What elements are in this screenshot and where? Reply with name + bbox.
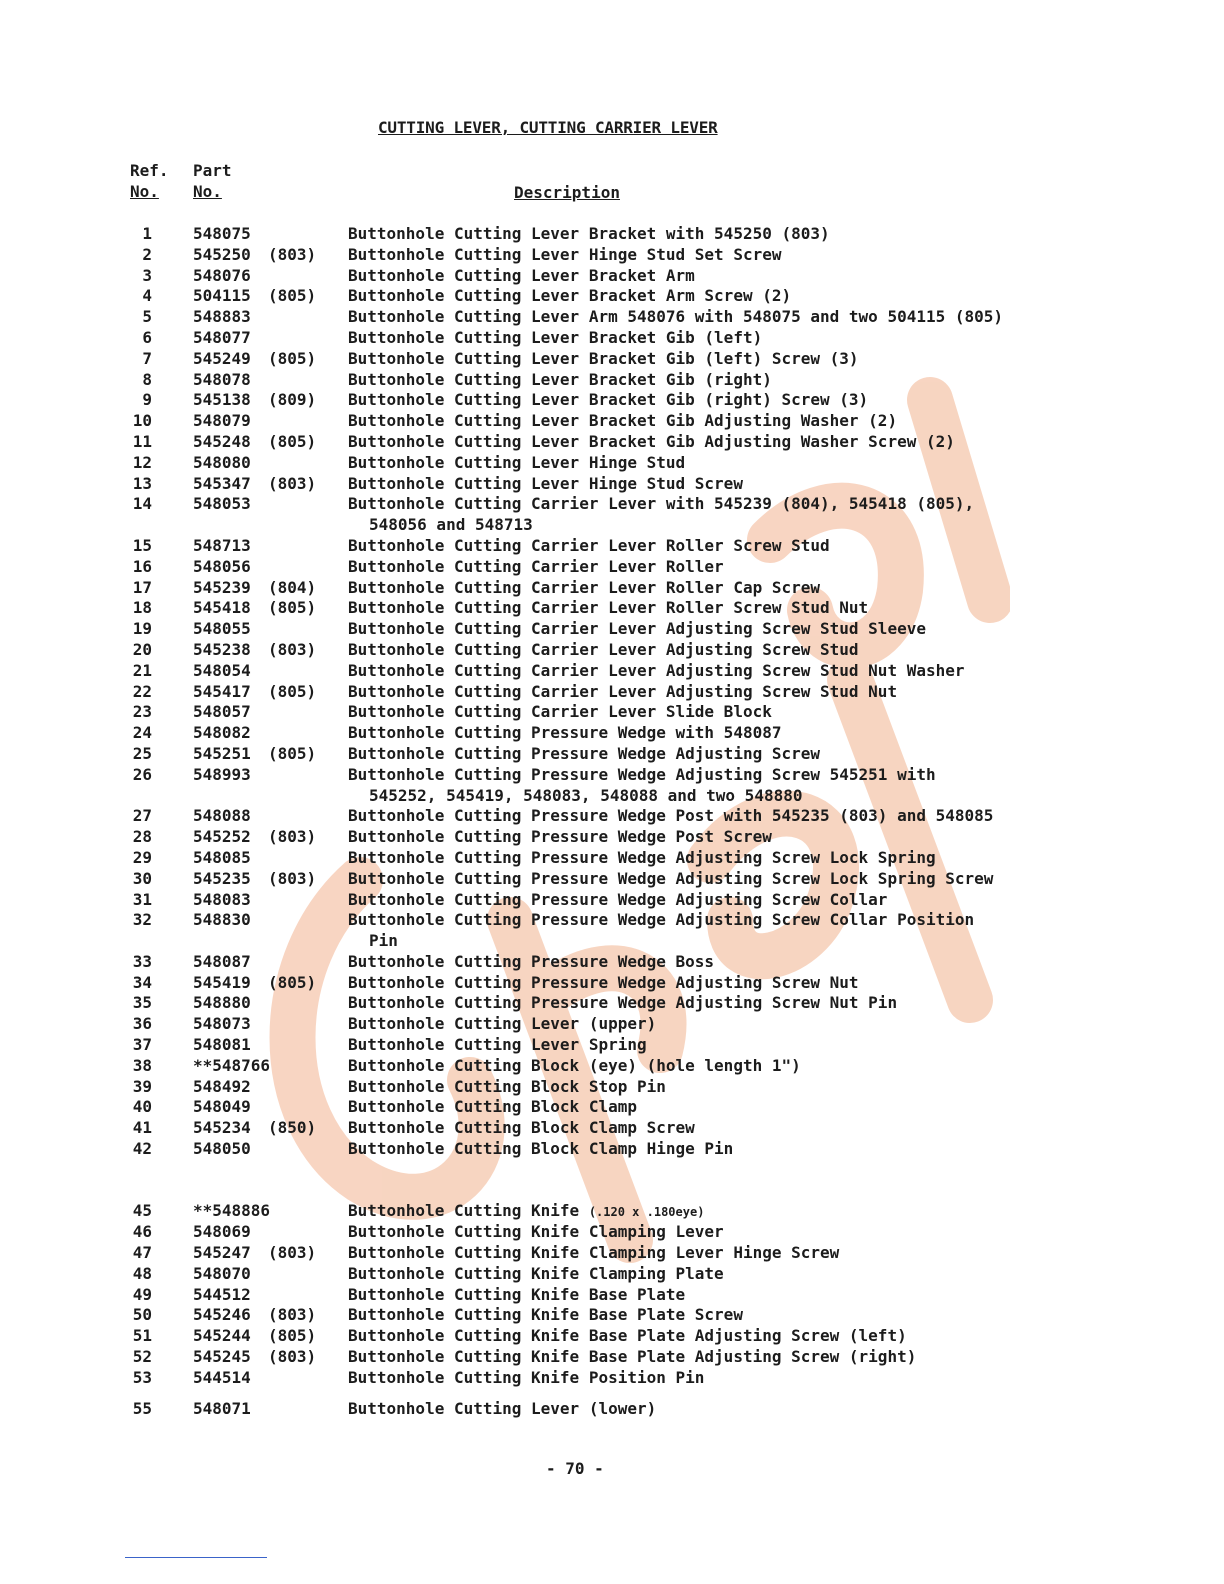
description (348, 1326, 1068, 1347)
screw-code: (805) (268, 1326, 317, 1346)
part-no: 548088 (193, 806, 251, 826)
table-row (0, 1056, 1224, 1077)
description (348, 390, 1068, 411)
ref-no: 13 (132, 473, 152, 493)
description (348, 453, 1068, 474)
table-row (0, 640, 1224, 661)
screw-code: (803) (268, 868, 317, 888)
table-row (0, 1139, 1224, 1160)
description-text: Buttonhole Cutting Lever Arm 548076 with 548075 and two 504115 (805) (348, 307, 1004, 327)
table-row (0, 890, 1224, 911)
description (348, 286, 1068, 307)
description-text: Buttonhole Cutting Carrier Lever Adjusting Screw Stud (348, 639, 859, 659)
description (348, 682, 1068, 703)
part-no: 548049 (193, 1097, 251, 1117)
part-no: 548075 (193, 224, 251, 243)
description-continuation: Pin (369, 931, 398, 951)
description-header: Description (514, 183, 620, 202)
description-text: Buttonhole Cutting Pressure Wedge Adjusting Screw Lock Spring (348, 847, 936, 867)
description-text: Buttonhole Cutting Pressure Wedge Adjusting Screw Collar Position (348, 910, 975, 930)
part-no: 545252 (193, 827, 251, 847)
page-number: - 70 - (546, 1459, 604, 1478)
ref-no: 36 (132, 1014, 152, 1034)
part-no: 545239 (193, 577, 251, 597)
description-text: Buttonhole Cutting Knife Base Plate Adjusting Screw (left) (348, 1326, 907, 1346)
table-row (0, 1222, 1224, 1243)
description (348, 266, 1068, 287)
ref-no: 1 (142, 224, 152, 243)
table-row (0, 411, 1224, 432)
description-text: Buttonhole Cutting Pressure Wedge Adjusting Screw (348, 743, 821, 763)
description-text: Buttonhole Cutting Lever Bracket with 545250 (803) (348, 224, 830, 243)
description-text: Buttonhole Cutting Lever Bracket Gib Adjusting Washer (2) (348, 411, 898, 431)
part-no: 545245 (193, 1347, 251, 1367)
ref-no: 24 (132, 723, 152, 743)
table-row (0, 1285, 1224, 1306)
description-text: Buttonhole Cutting Lever Bracket Arm Screw (2) (348, 286, 792, 306)
part-no: 544512 (193, 1284, 251, 1304)
description-continuation: 548056 and 548713 (369, 515, 533, 535)
description (348, 1243, 1068, 1264)
description-text: Buttonhole Cutting Pressure Wedge Adjusting Screw 545251 with (348, 764, 936, 784)
ref-no: 33 (132, 951, 152, 971)
ref-no: 35 (132, 993, 152, 1013)
description-text: Buttonhole Cutting Pressure Wedge Adjusting Screw Lock Spring Screw (348, 868, 994, 888)
description (348, 536, 1068, 557)
ref-no: 11 (132, 431, 152, 451)
description-text: Buttonhole Cutting Carrier Lever Roller Screw Stud (348, 535, 830, 555)
description-text: Buttonhole Cutting Block Clamp Hinge Pin (348, 1139, 734, 1159)
table-row (0, 744, 1224, 765)
description-text: Buttonhole Cutting Pressure Wedge Adjusting Screw Nut (348, 972, 859, 992)
part-no: 545246 (193, 1305, 251, 1325)
description-text: Buttonhole Cutting Lever Bracket Arm (348, 265, 695, 285)
table-row (0, 245, 1224, 266)
ref-no: 41 (132, 1118, 152, 1138)
description-text: Buttonhole Cutting Pressure Wedge Post Screw (348, 827, 772, 847)
description-text: Buttonhole Cutting Carrier Lever Slide Block (348, 702, 772, 722)
description-text: Buttonhole Cutting Lever Bracket Gib (right) (348, 369, 772, 389)
ref-header-line1: Ref. (130, 161, 169, 180)
description-text: Buttonhole Cutting Pressure Wedge Boss (348, 951, 715, 971)
table-row (0, 328, 1224, 349)
ref-no: 20 (132, 639, 152, 659)
part-no: 548830 (193, 910, 251, 930)
parts-table (0, 224, 1224, 1419)
description (348, 827, 1068, 848)
ref-no: 28 (132, 827, 152, 847)
table-row (0, 1201, 1224, 1222)
table-row (0, 1118, 1224, 1139)
part-no: 548071 (193, 1398, 251, 1418)
part-no: 548050 (193, 1139, 251, 1159)
part-no: 548080 (193, 452, 251, 472)
table-row (0, 619, 1224, 640)
description-text: Buttonhole Cutting Lever Bracket Gib (right) Screw (3) (348, 390, 869, 410)
screw-code: (805) (268, 431, 317, 451)
description (348, 952, 1068, 973)
ref-no: 40 (132, 1097, 152, 1117)
table-row (0, 869, 1224, 890)
part-no-header (193, 160, 232, 202)
ref-header-line2: No. (130, 182, 159, 201)
ref-no: 53 (132, 1367, 152, 1387)
description (348, 494, 1068, 536)
part-no: 504115 (193, 286, 251, 306)
ref-no: 22 (132, 681, 152, 701)
table-row (0, 723, 1224, 744)
ref-no: 39 (132, 1076, 152, 1096)
description (348, 848, 1068, 869)
table-row (0, 474, 1224, 495)
description (348, 993, 1068, 1014)
table-row (0, 453, 1224, 474)
screw-code: (803) (268, 1243, 317, 1263)
part-no: 545248 (193, 431, 251, 451)
description-text: Buttonhole Cutting Block Clamp Screw (348, 1118, 695, 1138)
description (348, 578, 1068, 599)
part-no: **548766 (193, 1055, 271, 1075)
screw-code: (804) (268, 577, 317, 597)
screw-code: (805) (268, 348, 317, 368)
description (348, 890, 1068, 911)
ref-no: 52 (132, 1347, 152, 1367)
table-row (0, 390, 1224, 411)
description (348, 432, 1068, 453)
description (348, 661, 1068, 682)
part-no: 545244 (193, 1326, 251, 1346)
ref-no: 46 (132, 1222, 152, 1242)
part-no: 548069 (193, 1222, 251, 1242)
part-no: 548083 (193, 889, 251, 909)
description-text: Buttonhole Cutting Pressure Wedge Adjusting Screw Collar (348, 889, 888, 909)
table-row (0, 848, 1224, 869)
table-row (0, 1347, 1224, 1368)
ref-no: 26 (132, 764, 152, 784)
description (348, 1201, 1068, 1223)
table-row (0, 1097, 1224, 1118)
description-text: Buttonhole Cutting Knife Position Pin (348, 1367, 705, 1387)
table-row (0, 349, 1224, 370)
table-row (0, 1077, 1224, 1098)
description-text: Buttonhole Cutting Pressure Wedge Post with 545235 (803) and 548085 (348, 806, 994, 826)
ref-no: 38 (132, 1055, 152, 1075)
table-row (0, 702, 1224, 723)
screw-code: (809) (268, 390, 317, 410)
ref-no: 12 (132, 452, 152, 472)
ref-no: 30 (132, 868, 152, 888)
table-row (0, 432, 1224, 453)
part-no: 545418 (193, 598, 251, 618)
table-row (0, 1399, 1224, 1420)
table-row (0, 1305, 1224, 1326)
description-text: Buttonhole Cutting Carrier Lever Adjusting Screw Stud Nut (348, 681, 898, 701)
ref-no: 49 (132, 1284, 152, 1304)
description (348, 1222, 1068, 1243)
ref-no: 7 (142, 348, 152, 368)
ref-no: 16 (132, 556, 152, 576)
part-no: 548880 (193, 993, 251, 1013)
ref-no: 6 (142, 327, 152, 347)
part-no: 544514 (193, 1367, 251, 1387)
description-text: Buttonhole Cutting Block (eye) (hole length 1") (348, 1055, 801, 1075)
part-no: 548085 (193, 847, 251, 867)
description (348, 806, 1068, 827)
ref-no: 14 (132, 494, 152, 514)
ref-no: 2 (142, 244, 152, 264)
part-no: 548713 (193, 535, 251, 555)
ref-no: 3 (142, 265, 152, 285)
screw-code: (850) (268, 1118, 317, 1138)
description-text: Buttonhole Cutting Pressure Wedge with 548087 (348, 723, 782, 743)
ref-no: 8 (142, 369, 152, 389)
description-text: Buttonhole Cutting Lever Hinge Stud (348, 452, 686, 472)
part-header-line2: No. (193, 182, 222, 201)
ref-no: 25 (132, 743, 152, 763)
description-text: Buttonhole Cutting Carrier Lever Roller Screw Stud Nut (348, 598, 869, 618)
part-no: **548886 (193, 1201, 271, 1221)
table-row (0, 1326, 1224, 1347)
part-no: 548055 (193, 619, 251, 639)
screw-code: (803) (268, 244, 317, 264)
ref-no: 21 (132, 660, 152, 680)
screw-code: (805) (268, 743, 317, 763)
ref-no: 15 (132, 535, 152, 555)
ref-no: 55 (132, 1398, 152, 1418)
description-text: Buttonhole Cutting Lever Bracket Gib (left) Screw (3) (348, 348, 859, 368)
screw-code: (803) (268, 473, 317, 493)
description (348, 1035, 1068, 1056)
screw-code: (803) (268, 1305, 317, 1325)
part-no: 548078 (193, 369, 251, 389)
description (348, 1077, 1068, 1098)
part-no: 548082 (193, 723, 251, 743)
description-text: Buttonhole Cutting Knife (348, 1201, 580, 1221)
ref-no: 47 (132, 1243, 152, 1263)
part-no: 548057 (193, 702, 251, 722)
description (348, 1305, 1068, 1326)
part-header-line1: Part (193, 161, 232, 180)
ref-no: 29 (132, 847, 152, 867)
description-text: Buttonhole Cutting Lever Bracket Gib Adjusting Washer Screw (2) (348, 431, 955, 451)
ref-no: 23 (132, 702, 152, 722)
description (348, 1399, 1068, 1420)
description-text: Buttonhole Cutting Lever Spring (348, 1035, 647, 1055)
ref-no: 45 (132, 1201, 152, 1221)
part-no: 548054 (193, 660, 251, 680)
part-no: 548081 (193, 1035, 251, 1055)
table-row (0, 266, 1224, 287)
part-no: 548883 (193, 307, 251, 327)
ref-no: 42 (132, 1139, 152, 1159)
part-no: 545419 (193, 972, 251, 992)
ref-no-header (130, 160, 169, 202)
table-row (0, 307, 1224, 328)
table-row (0, 827, 1224, 848)
table-row (0, 682, 1224, 703)
description-text: Buttonhole Cutting Knife Clamping Plate (348, 1263, 724, 1283)
description (348, 765, 1068, 807)
part-no: 548077 (193, 327, 251, 347)
ref-no: 32 (132, 910, 152, 930)
description-text: Buttonhole Cutting Knife Clamping Lever Hinge Screw (348, 1243, 840, 1263)
description-text: Buttonhole Cutting Lever Hinge Stud Set Screw (348, 244, 782, 264)
part-no: 548073 (193, 1014, 251, 1034)
ref-no: 17 (132, 577, 152, 597)
description-text: Buttonhole Cutting Pressure Wedge Adjusting Screw Nut Pin (348, 993, 898, 1013)
table-row (0, 370, 1224, 391)
part-no: 545138 (193, 390, 251, 410)
table-row (0, 598, 1224, 619)
page-title: CUTTING LEVER, CUTTING CARRIER LEVER (378, 118, 718, 137)
description (348, 1264, 1068, 1285)
table-row (0, 224, 1224, 245)
description-text: Buttonhole Cutting Knife Clamping Lever (348, 1222, 724, 1242)
table-row (0, 1243, 1224, 1264)
table-row (0, 993, 1224, 1014)
description (348, 1347, 1068, 1368)
description-text: Buttonhole Cutting Knife Base Plate (348, 1284, 686, 1304)
screw-code: (805) (268, 286, 317, 306)
description-text: Buttonhole Cutting Block Stop Pin (348, 1076, 666, 1096)
part-no: 545250 (193, 244, 251, 264)
description (348, 411, 1068, 432)
description (348, 245, 1068, 266)
description-text: Buttonhole Cutting Knife Base Plate Screw (348, 1305, 743, 1325)
description-text: Buttonhole Cutting Lever Bracket Gib (left) (348, 327, 763, 347)
description-text: Buttonhole Cutting Carrier Lever Adjusting Screw Stud Nut Washer (348, 660, 965, 680)
table-row (0, 1014, 1224, 1035)
description (348, 640, 1068, 661)
table-row (0, 952, 1224, 973)
description-continuation: 545252, 545419, 548083, 548088 and two 548880 (369, 785, 803, 805)
table-row (0, 910, 1224, 952)
part-no: 545347 (193, 473, 251, 493)
description-text: Buttonhole Cutting Lever Hinge Stud Screw (348, 473, 743, 493)
description-text: Buttonhole Cutting Carrier Lever Adjusting Screw Stud Sleeve (348, 619, 926, 639)
ref-no: 18 (132, 598, 152, 618)
ref-no: 51 (132, 1326, 152, 1346)
description (348, 910, 1068, 952)
description (348, 1285, 1068, 1306)
ref-no: 19 (132, 619, 152, 639)
table-row (0, 765, 1224, 807)
ref-no: 9 (142, 390, 152, 410)
description-text: Buttonhole Cutting Lever (upper) (348, 1014, 657, 1034)
description-text: Buttonhole Cutting Block Clamp (348, 1097, 637, 1117)
description (348, 1118, 1068, 1139)
table-row (0, 557, 1224, 578)
description (348, 349, 1068, 370)
table-row (0, 806, 1224, 827)
description (348, 702, 1068, 723)
part-no: 545247 (193, 1243, 251, 1263)
description (348, 307, 1068, 328)
part-no: 548076 (193, 265, 251, 285)
ref-no: 5 (142, 307, 152, 327)
part-no: 545234 (193, 1118, 251, 1138)
screw-code: (803) (268, 827, 317, 847)
part-no: 548492 (193, 1076, 251, 1096)
part-no: 545251 (193, 743, 251, 763)
ref-no: 27 (132, 806, 152, 826)
description (348, 224, 1068, 245)
screw-code: (803) (268, 639, 317, 659)
description (348, 1139, 1068, 1160)
description-note: (.120 x .180eye) (588, 1205, 705, 1220)
ref-no: 50 (132, 1305, 152, 1325)
part-no: 545235 (193, 868, 251, 888)
ref-no: 37 (132, 1035, 152, 1055)
description (348, 370, 1068, 391)
screw-code: (803) (268, 1347, 317, 1367)
description-text: Buttonhole Cutting Carrier Lever with 545239 (804), 545418 (805), (348, 494, 975, 514)
description (348, 557, 1068, 578)
description (348, 1056, 1068, 1077)
part-no: 548079 (193, 411, 251, 431)
ref-no: 10 (132, 411, 152, 431)
part-no: 548056 (193, 556, 251, 576)
description (348, 1368, 1068, 1389)
ref-no: 31 (132, 889, 152, 909)
description (348, 328, 1068, 349)
description (348, 619, 1068, 640)
description (348, 973, 1068, 994)
part-no: 548087 (193, 951, 251, 971)
description (348, 1097, 1068, 1118)
screw-code: (805) (268, 681, 317, 701)
part-no: 545249 (193, 348, 251, 368)
table-row (0, 1368, 1224, 1389)
ref-no: 4 (142, 286, 152, 306)
description (348, 869, 1068, 890)
table-row (0, 286, 1224, 307)
table-row (0, 578, 1224, 599)
part-no: 545238 (193, 639, 251, 659)
description-text: Buttonhole Cutting Carrier Lever Roller Cap Screw (348, 577, 821, 597)
description (348, 744, 1068, 765)
table-row (0, 661, 1224, 682)
screw-code: (805) (268, 972, 317, 992)
ref-no: 34 (132, 972, 152, 992)
part-no: 548053 (193, 494, 251, 514)
part-no: 545417 (193, 681, 251, 701)
description (348, 1014, 1068, 1035)
description-text: Buttonhole Cutting Knife Base Plate Adjusting Screw (right) (348, 1347, 917, 1367)
table-row (0, 973, 1224, 994)
ref-no: 48 (132, 1263, 152, 1283)
description-text: Buttonhole Cutting Lever (lower) (348, 1398, 657, 1418)
description-text: Buttonhole Cutting Carrier Lever Roller (348, 556, 724, 576)
table-row (0, 494, 1224, 536)
screw-code: (805) (268, 598, 317, 618)
part-no: 548993 (193, 764, 251, 784)
description (348, 598, 1068, 619)
description (348, 474, 1068, 495)
table-row (0, 1264, 1224, 1285)
table-row (0, 1035, 1224, 1056)
part-no: 548070 (193, 1263, 251, 1283)
table-row (0, 536, 1224, 557)
description (348, 723, 1068, 744)
